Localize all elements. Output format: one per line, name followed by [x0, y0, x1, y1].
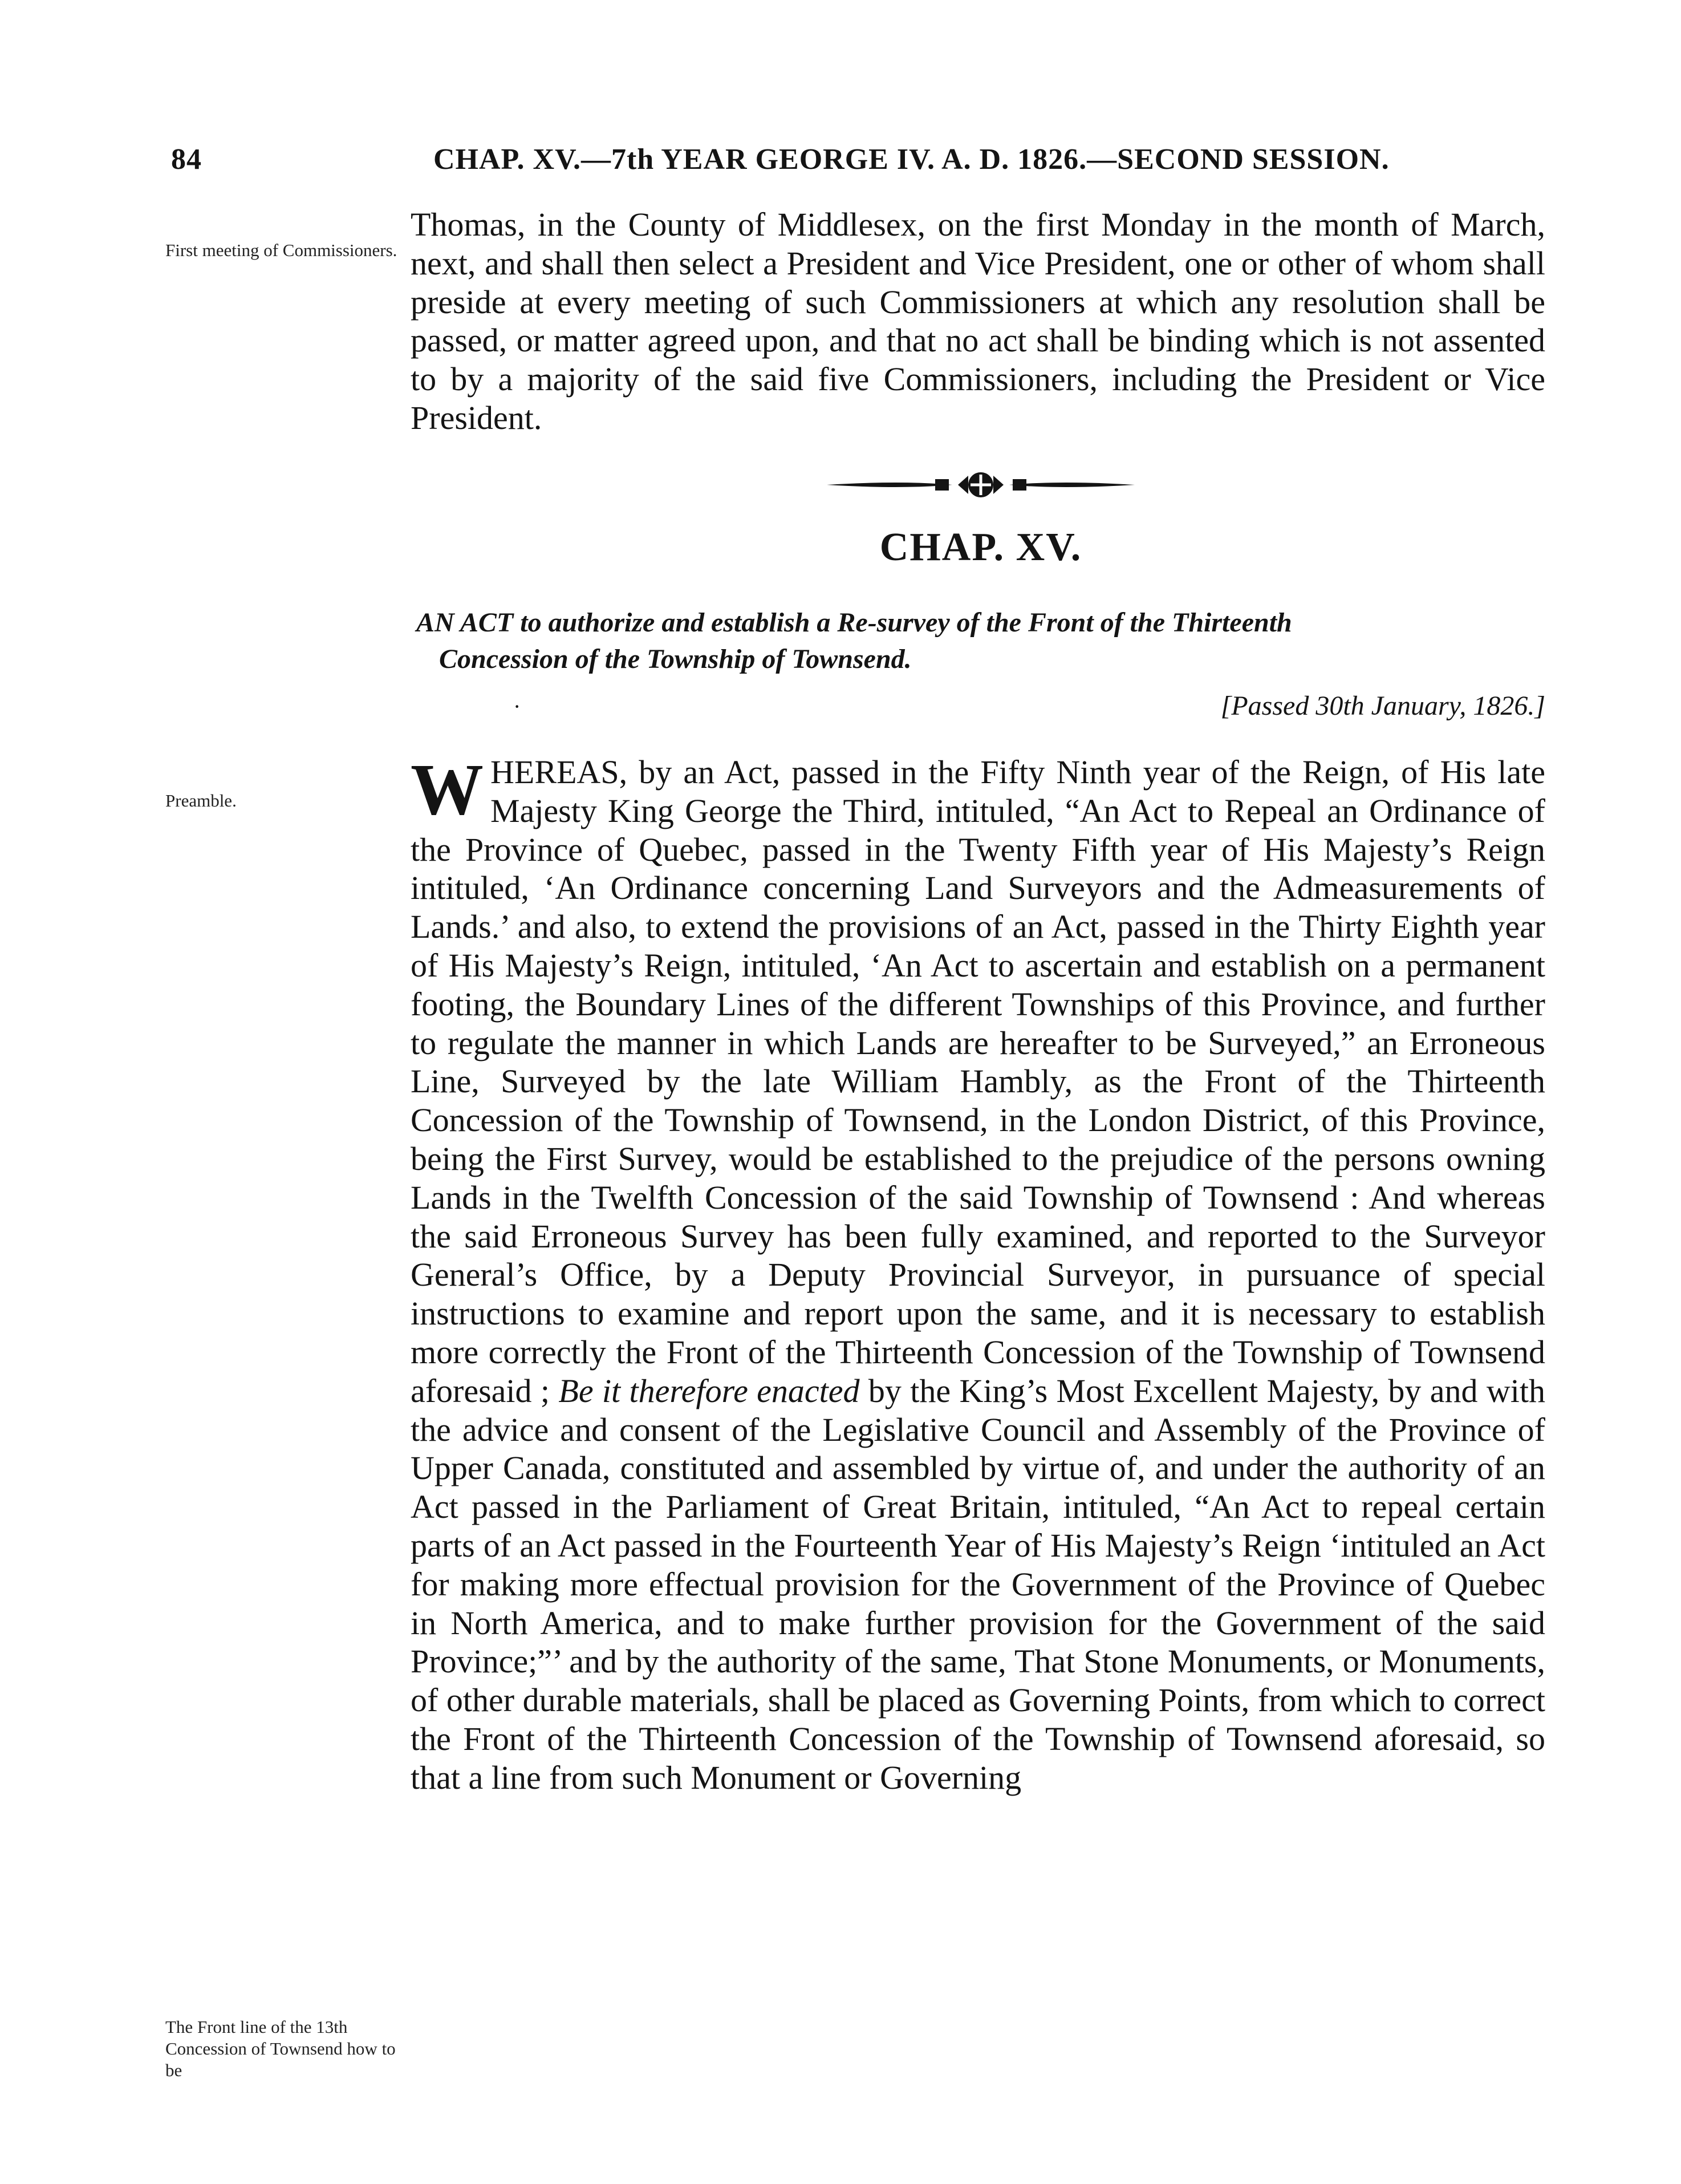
preamble-text-1: HEREAS, by an Act, passed in the Fifty Ninth year of the Reign, of His late Majesty King George the Third, intituled, “An Act to Repeal an Ordinance of the Province of Quebec, passed in the Twenty Fifth year of His Majesty’s Reign intituled, ‘An Ordinance concerning Land Surveyors and the Admeasurements of Lands.’ and also, to extend the provisions of an Act, passed in the Thirty Eighth year of His Majesty’s Reign, intituled, ‘An Act to ascertain and establish on a permanent footing, the Boundary Lines of the different Townships of this Province, and further to regulate the manner in which Lands are hereafter to be Surveyed,” an Erroneous Line, Surveyed by the late William Hambly, as the Front of the Thirteenth Concession of the Township of Townsend, in the London District, of this Province, being the First Survey, would be established to the prejudice of the persons owning Lands in the Twelfth Concession of the said Township of Townsend : And whereas the said Erroneous Survey has been fully examined, and reported to the Surveyor General’s Office, by a Deputy Provincial Surveyor, in pursuance of special instructions to examine and report upon the same, and it is necessary to establish more correctly the Front of the Thirteenth Concession of the Township of Townsend aforesaid ; [411, 753, 1545, 1409]
margin-note-first-meeting: First meeting of Commissioners. [165, 240, 397, 260]
preamble-section [411, 749, 1545, 1797]
margin-note-preamble: Preamble. [165, 791, 237, 811]
act-title-line-1: AN ACT to authorize and establish a Re-survey of the Front of the Thirteenth [416, 607, 1292, 638]
stray-mark: · [513, 694, 521, 719]
continued-paragraph: Thomas, in the County of Middlesex, on the first Monday in the month of March, next, and shall then select a President and Vice President, one or other of whom shall preside at every meeting of such Commissioners at which any resolution shall be passed, or matter agreed upon, and that no act shall be binding which is not assented to by a majority of the said five Commissioners, including the President or Vice President. [411, 206, 1545, 436]
margin-note-front-line: The Front line of the 13th Concession of Townsend how to be [165, 2017, 396, 2080]
act-title-line-2: Concession of the Township of Townsend. [439, 644, 912, 674]
act-title [416, 605, 1545, 678]
passed-date: [Passed 30th January, 1826.] [1220, 691, 1545, 721]
page-number: 84 [171, 143, 202, 176]
preamble-text-2: by the King’s Most Excellent Majesty, by and with the advice and consent of the Legislative Council and Assembly of the Province of Upper Canada, constituted and assembled by virtue of, and under the authority of an Act passed in the Parliament of Great Britain, intituled, “An Act to repeal certain parts of an Act passed in the Fourteenth Year of His Majesty’s Reign ‘intituled an Act for making more effectual provision for the Government of the Province of Quebec in North America, and to make further provision for the Government of the said Province;”’ and by the authority of the same, That Stone Monuments, or Monuments, of other durable materials, shall be placed as Governing Points, from which to correct the Front of the Thirteenth Concession of the Township of Townsend aforesaid, so that a line from such Monument or Governing [411, 1372, 1545, 1796]
running-head: CHAP. XV.—7th YEAR GEORGE IV. A. D. 1826.—SECOND SESSION. [433, 143, 1390, 176]
dropcap: W [411, 749, 484, 830]
continued-section [411, 205, 1545, 437]
page-header [171, 143, 1551, 188]
ornament-divider-icon [821, 468, 1140, 502]
preamble-paragraph [411, 749, 1545, 1797]
enacting-words: Be it therefore enacted [558, 1372, 860, 1409]
chapter-title: CHAP. XV. [879, 525, 1082, 569]
